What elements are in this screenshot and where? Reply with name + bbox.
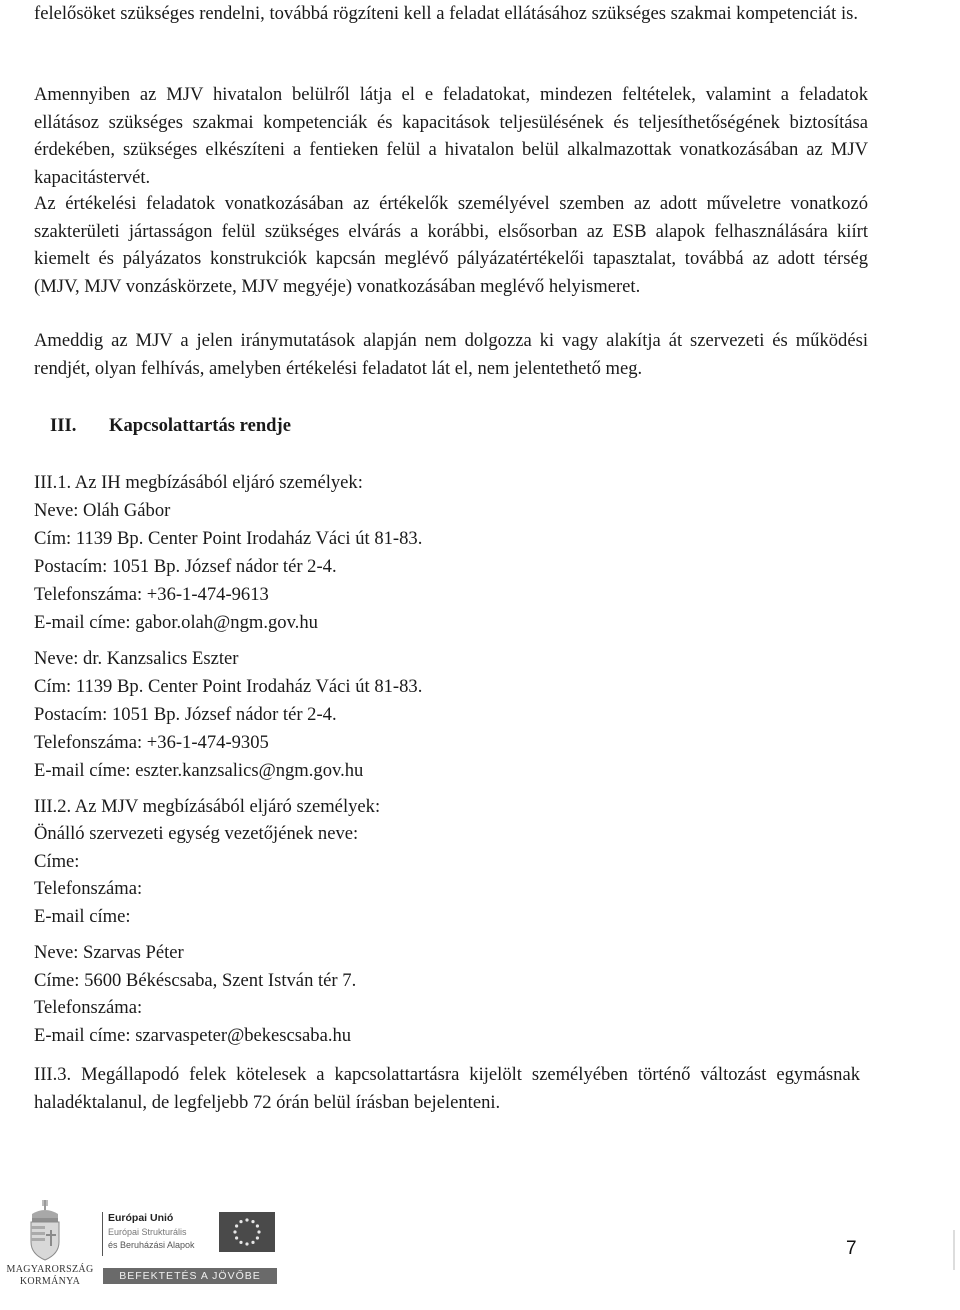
contact-email: E-mail címe: gabor.olah@ngm.gov.hu (34, 612, 318, 633)
paragraph-notification: III.3. Megállapodó felek kötelesek a kapcsolattartásra kijelölt személyében történő változást egymásnak haladéktalanul, de legfeljebb 72 órán belül írásban bejelenteni. (34, 1064, 860, 1113)
contact-address: Cím: 1139 Bp. Center Point Irodaház Váci út 81-83. (34, 528, 423, 549)
eu-funds-label: Európai Strukturális (108, 1227, 187, 1237)
contact-name: Neve: Szarvas Péter (34, 942, 184, 963)
government-label-line2: KORMÁNYA (19, 1276, 81, 1287)
contact-address: Cím: 1139 Bp. Center Point Irodaház Váci út 81-83. (34, 676, 423, 697)
contact-name: Neve: Oláh Gábor (34, 500, 171, 521)
contact-phone: Telefonszáma: +36-1-474-9305 (34, 732, 269, 753)
unit-address: Címe: (34, 851, 80, 872)
page-number: 7 (846, 1238, 857, 1259)
contact-email: E-mail címe: eszter.kanzsalics@ngm.gov.hu (34, 760, 364, 781)
contact-postal: Postacím: 1051 Bp. József nádor tér 2-4. (34, 704, 337, 725)
eu-funds-label-2: és Beruházási Alapok (108, 1240, 195, 1250)
section-number: III. (50, 415, 77, 436)
footer-divider (102, 1212, 103, 1256)
unit-email: E-mail címe: (34, 906, 131, 927)
contact-phone: Telefonszáma: +36-1-474-9613 (34, 584, 269, 605)
hungarian-coat-of-arms-icon (26, 1200, 64, 1262)
government-label-line1: MAGYARORSZÁG (6, 1264, 94, 1275)
paragraph-evaluators: Az értékelési feladatok vonatkozásában az értékelők személyével szemben az adott műveletre vonatkozó szakterületi jártasságon felül szükséges elvárás a korábbi, elsősorban az ESB alapok felhasználására kiírt kiemelt és pályázatos konstrukciók kapcsán meglévő pályázatértékelői tapasztalat, továbbá az adott térség (MJV, MJV vonzáskörzete, MJV megyéje) vonatkozásában meglévő helyismeret. (34, 193, 868, 297)
paragraph-procedure: Ameddig az MJV a jelen iránymutatások alapján nem dolgozza ki vagy alakítja át szervezeti és működési rendjét, olyan felhívás, amelyben értékelési feladatot lát el, nem jelentethető meg. (34, 330, 868, 379)
government-label (0, 1264, 100, 1288)
contact-email: E-mail címe: szarvaspeter@bekescsaba.hu (34, 1025, 352, 1046)
subsection-heading-mjv: III.2. Az MJV megbízásából eljáró személyek: (34, 796, 381, 817)
slogan-bar: BEFEKTETÉS A JÖVŐBE (103, 1268, 277, 1284)
paragraph-capacity (34, 81, 868, 191)
section-title: Kapcsolattartás rendje (109, 415, 291, 436)
unit-phone: Telefonszáma: (34, 878, 143, 899)
paragraph-capacity-text: Amennyiben az MJV hivatalon belülről látja el e feladatokat, mindezen feltételek, valamint a feladatok ellátásoz szükséges szakmai kompetenciák és kapacitások teljesülésének és teljesíthetőségének biztosítása érdekében, szükséges elkészíteni a fentieken felül a hivatalon belül alkalmazottak vonatkozásában az MJV kapacitástervét. (34, 84, 868, 188)
contact-address: Címe: 5600 Békéscsaba, Szent István tér 7. (34, 970, 357, 991)
eu-label: Európai Unió (108, 1212, 174, 1224)
eu-flag-icon (219, 1212, 275, 1252)
contact-phone: Telefonszáma: (34, 997, 143, 1018)
contact-name: Neve: dr. Kanzsalics Eszter (34, 648, 239, 669)
edge-mark (953, 1230, 955, 1270)
contact-postal: Postacím: 1051 Bp. József nádor tér 2-4. (34, 556, 337, 577)
paragraph-intro-continuation: felelősöket szükséges rendelni, továbbá rögzíteni kell a feladat ellátásához szükséges szakmai kompetenciát is. (34, 3, 859, 24)
unit-head-name: Önálló szervezeti egység vezetőjének neve: (34, 823, 359, 844)
subsection-heading-ih: III.1. Az IH megbízásából eljáró személyek: (34, 472, 363, 493)
